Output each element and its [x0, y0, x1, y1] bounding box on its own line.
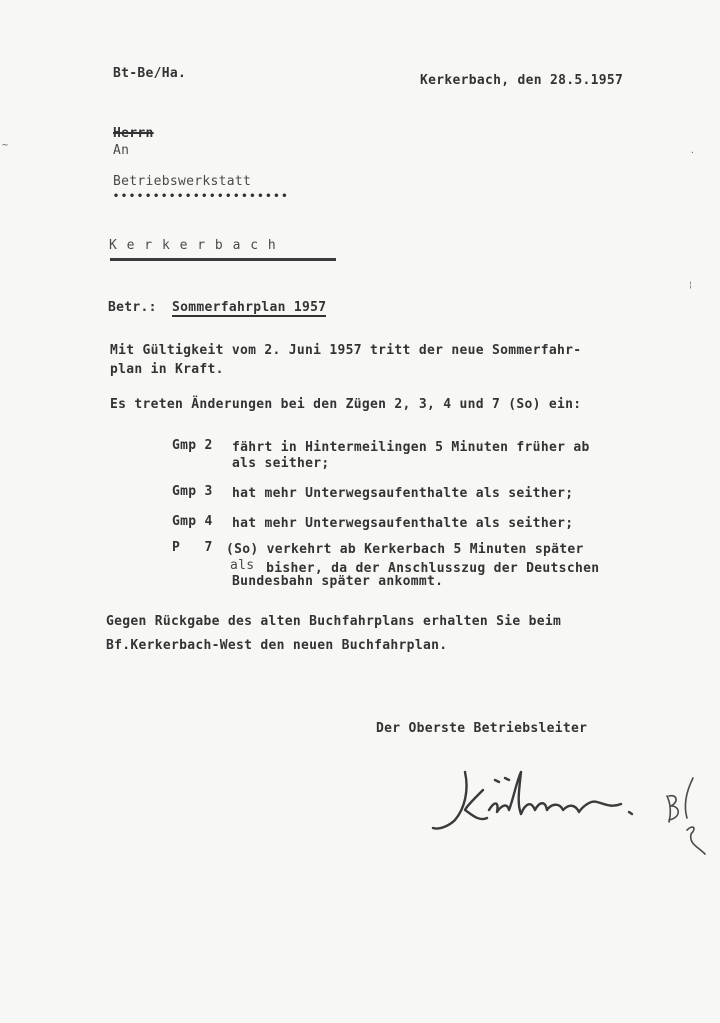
margin-mark-right: ¦ — [688, 280, 693, 289]
item-line2: als seither; — [232, 456, 330, 471]
item-line1: hat mehr Unterwegsaufenthalte als seither; — [232, 486, 574, 501]
para1-line2: plan in Kraft. — [110, 362, 224, 377]
signatory-title: Der Oberste Betriebsleiter — [376, 721, 588, 736]
closing-line2: Bf.Kerkerbach-West den neuen Buchfahrplan. — [106, 638, 448, 653]
item-code: Gmp 3 — [172, 484, 213, 499]
item-code: P 7 — [172, 540, 213, 555]
place-date: Kerkerbach, den 28.5.1957 — [420, 73, 624, 88]
reference-code: Bt-Be/Ha. — [113, 66, 187, 81]
item-code: Gmp 4 — [172, 514, 213, 529]
item-line1: fährt in Hintermeilingen 5 Minuten früher ab — [232, 440, 590, 455]
address-prefix: An — [113, 143, 130, 158]
margin-mark-left: ~ — [2, 140, 9, 151]
item-code: Gmp 2 — [172, 438, 213, 453]
city-underline — [110, 258, 336, 261]
item-line2: bisher, da der Anschlusszug der Deutschen — [258, 561, 600, 576]
recipient-name: Betriebswerkstatt — [113, 174, 252, 189]
item-line1: (So) verkehrt ab Kerkerbach 5 Minuten später — [226, 542, 584, 557]
closing-line1: Gegen Rückgabe des alten Buchfahrplans erhalten Sie beim — [106, 614, 562, 629]
recipient-city: K e r k e r b a c h — [109, 238, 277, 253]
margin-mark-right: · — [690, 148, 695, 157]
subject-title: Sommerfahrplan 1957 — [172, 300, 327, 315]
handwritten-signature — [425, 760, 715, 870]
para2: Es treten Änderungen bei den Zügen 2, 3, 4 und 7 (So) ein: — [110, 397, 582, 412]
subject-label: Betr.: — [108, 300, 157, 315]
item-line2-prefix: als — [230, 558, 255, 573]
item-line3: Bundesbahn später ankommt. — [232, 574, 444, 589]
para1-line1: Mit Gültigkeit vom 2. Juni 1957 tritt der neue Sommerfahr- — [110, 343, 582, 358]
item-line1: hat mehr Unterwegsaufenthalte als seither; — [232, 516, 574, 531]
dotted-separator: •••••••••••••••••••••• — [113, 191, 290, 202]
struck-salutation: Herrn — [113, 126, 154, 141]
